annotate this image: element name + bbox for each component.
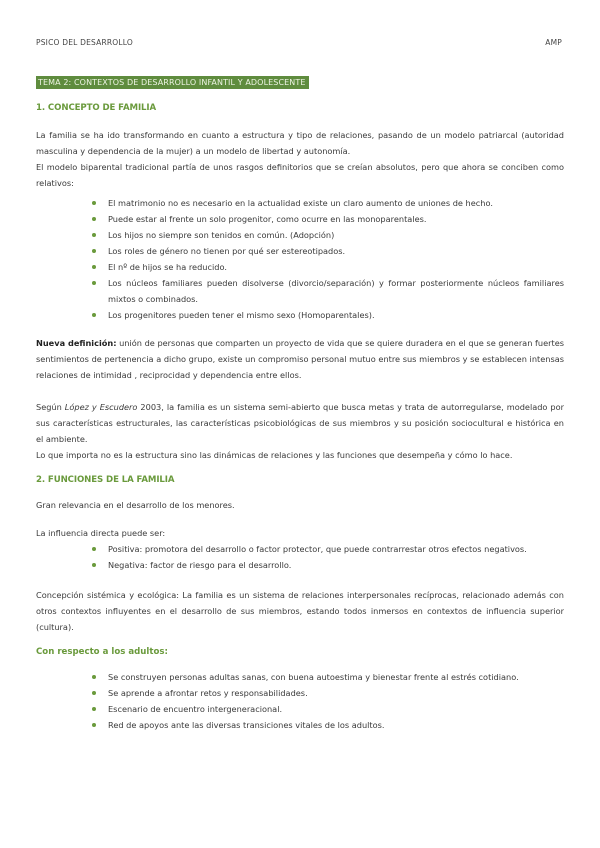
section-1-intro-2: El modelo biparental tradicional partía de unos rasgos definitorios que se creían absolutos, pero que ahora se conciben como relativos: (36, 162, 564, 188)
bullet-icon (92, 563, 96, 567)
bullet-icon (92, 249, 96, 253)
list-item: Los roles de género no tienen por qué ser estereotipados. (108, 243, 564, 259)
cited-authors: López y Escudero (64, 402, 138, 412)
bullet-icon (92, 217, 96, 221)
list-item: Los núcleos familiares pueden disolverse (divorcio/separación) y formar posteriormente núcleos familiares mixtos o combinados. (108, 275, 564, 307)
list-item: Se aprende a afrontar retos y responsabilidades. (108, 685, 564, 701)
importa-paragraph: Lo que importa no es la estructura sino las dinámicas de relaciones y las funciones que desempeña y cómo lo hace. (36, 450, 513, 460)
document-body (36, 70, 564, 733)
list-item: Los hijos no siempre son tenidos en común. (Adopción) (108, 227, 564, 243)
section-2-title: 2. FUNCIONES DE LA FAMILIA (36, 475, 175, 485)
list-item: Los progenitores pueden tener el mismo sexo (Homoparentales). (108, 307, 564, 323)
nueva-definicion-label: Nueva definición: (36, 338, 117, 348)
adultos-subtitle: Con respecto a los adultos: (36, 647, 168, 657)
concepcion-paragraph: Concepción sistémica y ecológica: La familia es un sistema de relaciones interpersonales recíprocas, relacionado además con otros contextos influyentes en el desarrollo de sus miembros, estando todos inmersos en contextos de influencia superior (cultura). (36, 590, 564, 632)
list-item: Se construyen personas adultas sanas, con buena autoestima y bienestar frente al estrés cotidiano. (108, 669, 564, 685)
list-item: Positiva: promotora del desarrollo o factor protector, que puede contrarrestar otros efectos negativos. (108, 541, 564, 557)
list-item: Puede estar al frente un solo progenitor, como ocurre en las monoparentales. (108, 211, 564, 227)
tema-heading: TEMA 2: CONTEXTOS DE DESARROLLO INFANTIL Y ADOLESCENTE (36, 76, 309, 89)
nueva-definicion-paragraph: Nueva definición: unión de personas que comparten un proyecto de vida que se quiere duradera en el que se generan fuertes sentimientos de pertenencia a dicho grupo, existe un compromiso personal mutuo entre sus miembros y se establecen intensas relaciones de intimidad , reciprocidad y dependencia entre ellos. (36, 338, 565, 380)
bullet-icon (92, 313, 96, 317)
bullet-icon (92, 547, 96, 551)
bullet-icon (92, 707, 96, 711)
adults-list (36, 669, 564, 733)
section-1-title: 1. CONCEPTO DE FAMILIA (36, 103, 157, 113)
list-item: El matrimonio no es necesario en la actualidad existe un claro aumento de uniones de hecho. (108, 195, 564, 211)
bullet-icon (92, 201, 96, 205)
bullet-icon (92, 281, 96, 285)
list-item: Escenario de encuentro intergeneracional. (108, 701, 564, 717)
bullet-icon (92, 265, 96, 269)
bullet-icon (92, 723, 96, 727)
influence-list (36, 541, 564, 573)
relative-traits-list (36, 195, 564, 323)
header-author-initials: AMP (545, 38, 562, 47)
bullet-icon (92, 691, 96, 695)
section-1-intro-1: La familia se ha ido transformando en cuanto a estructura y tipo de relaciones, pasando de un modelo patriarcal (autoridad masculina y dependencia de la mujer) a un modelo de libertad y autonomía. (36, 130, 564, 156)
bullet-icon (92, 233, 96, 237)
list-item: Red de apoyos ante las diversas transiciones vitales de los adultos. (108, 717, 564, 733)
segun-paragraph: Según López y Escudero 2003, la familia es un sistema semi-abierto que busca metas y trata de autorregularse, modelado por sus características estructurales, las características psicobiológicas de sus miembros y su posición sociocultural e histórica en el ambiente. (36, 402, 564, 444)
header-course-title: PSICO DEL DESARROLLO (36, 38, 133, 47)
influencia-paragraph: La influencia directa puede ser: (36, 528, 166, 538)
list-item: El nº de hijos se ha reducido. (108, 259, 564, 275)
list-item: Negativa: factor de riesgo para el desarrollo. (108, 557, 564, 573)
relevancia-paragraph: Gran relevancia en el desarrollo de los menores. (36, 500, 235, 510)
bullet-icon (92, 675, 96, 679)
